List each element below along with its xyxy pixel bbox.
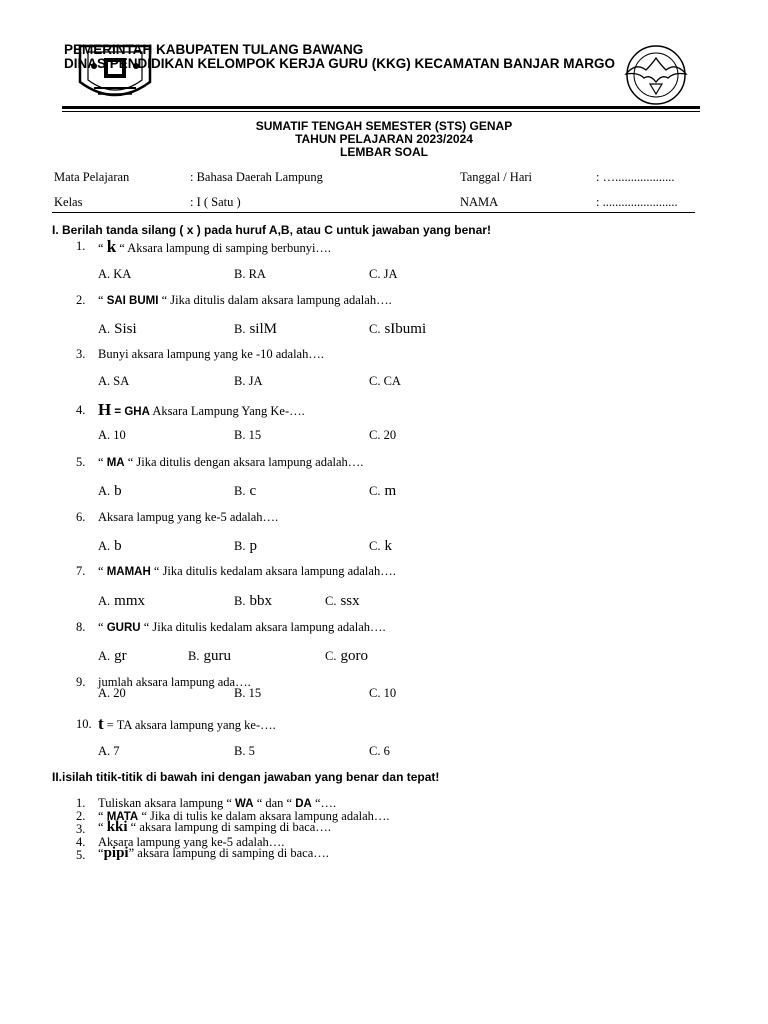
essay-question: Tuliskan aksara lampung “ WA “ dan “ DA “….: [98, 796, 337, 810]
question-number: 8.: [76, 620, 86, 634]
kop-rule-thin: [62, 111, 700, 112]
option-b[interactable]: B. 15: [234, 686, 262, 700]
question-number: 4.: [76, 403, 86, 417]
question-text: “ GURU “ Jika ditulis kedalam aksara lampung adalah….: [98, 620, 386, 634]
essay-question: Aksara lampung yang ke-5 adalah….: [98, 835, 285, 849]
option-c[interactable]: C. JA: [369, 267, 398, 281]
question-number: 10.: [76, 717, 92, 731]
option-a[interactable]: A. b: [98, 483, 122, 499]
option-c[interactable]: C. goro: [325, 648, 368, 664]
option-b[interactable]: B. JA: [234, 374, 263, 388]
option-a[interactable]: A. 20: [98, 686, 126, 700]
option-a[interactable]: A. gr: [98, 648, 127, 664]
question-text: “ MA “ Jika ditulis dengan aksara lampung adalah….: [98, 455, 364, 469]
question-text: “ MAMAH “ Jika ditulis kedalam aksara lampung adalah….: [98, 564, 396, 578]
meta-divider: [52, 212, 695, 213]
question-number: 9.: [76, 675, 86, 689]
exam-title: SUMATIF TENGAH SEMESTER (STS) GENAP: [255, 119, 513, 133]
option-b[interactable]: B. 15: [234, 428, 262, 442]
kop-line-2: DINAS PENDIDIKAN KELOMPOK KERJA GURU (KKG) KECAMATAN BANJAR MARGO: [64, 56, 616, 71]
option-c[interactable]: C. m: [369, 483, 397, 499]
exam-year: TAHUN PELAJARAN 2023/2024: [295, 132, 473, 146]
question-number: 7.: [76, 564, 86, 578]
option-c[interactable]: C. 6: [369, 744, 390, 758]
kop-line-1: PEMERINTAH KABUPATEN TULANG BAWANG: [64, 42, 364, 57]
question-text: t = TA aksara lampung yang ke-….: [98, 714, 276, 733]
question-number: 6.: [76, 510, 86, 524]
essay-number: 5.: [76, 848, 86, 862]
option-b[interactable]: B. silM: [234, 321, 277, 337]
tanggal-field[interactable]: : …...................: [596, 170, 675, 184]
question-text: “ k “ Aksara lampung di samping berbunyi….: [98, 237, 332, 256]
option-a[interactable]: A. SA: [98, 374, 130, 388]
option-a[interactable]: A. Sisi: [98, 321, 137, 337]
tut-wuri-handayani-emblem: [612, 44, 700, 106]
option-c[interactable]: C. ssx: [325, 593, 360, 609]
essay-question: “pipi” aksara lampung di samping di baca….: [98, 845, 329, 861]
option-b[interactable]: B. guru: [188, 648, 231, 664]
option-b[interactable]: B. 5: [234, 744, 255, 758]
option-c[interactable]: C. CA: [369, 374, 401, 388]
option-a[interactable]: A. KA: [98, 267, 132, 281]
section-2-heading: II.isilah titik-titik di bawah ini dengan jawaban yang benar dan tepat!: [52, 770, 440, 784]
question-text: Bunyi aksara lampung yang ke -10 adalah….: [98, 347, 324, 361]
exam-sheet-label: LEMBAR SOAL: [340, 145, 428, 159]
nama-field[interactable]: : ........................: [596, 195, 678, 209]
essay-number: 4.: [76, 835, 86, 849]
tanggal-label: Tanggal / Hari: [460, 170, 533, 184]
kelas-value: : I ( Satu ): [190, 195, 241, 209]
option-a[interactable]: A. 7: [98, 744, 120, 758]
option-c[interactable]: C. sIbumi: [369, 321, 427, 337]
mapel-label: Mata Pelajaran: [54, 170, 130, 184]
question-number: 2.: [76, 293, 86, 307]
option-a[interactable]: A. b: [98, 538, 122, 554]
question-text: H = GHA Aksara Lampung Yang Ke-….: [98, 400, 305, 419]
nama-label: NAMA: [460, 195, 499, 209]
question-text: “ SAI BUMI “ Jika ditulis dalam aksara lampung adalah….: [98, 293, 392, 307]
option-a[interactable]: A. 10: [98, 428, 126, 442]
option-c[interactable]: C. k: [369, 538, 392, 554]
question-text: jumlah aksara lampung ada….: [98, 675, 251, 689]
kelas-label: Kelas: [54, 195, 83, 209]
essay-number: 1.: [76, 796, 86, 810]
section-1-heading: I. Berilah tanda silang ( x ) pada huruf A,B, atau C untuk jawaban yang benar!: [52, 223, 491, 237]
question-number: 3.: [76, 347, 86, 361]
option-b[interactable]: B. bbx: [234, 593, 272, 609]
question-text: Aksara lampug yang ke-5 adalah….: [98, 510, 279, 524]
mapel-value: : Bahasa Daerah Lampung: [190, 170, 323, 184]
kop-rule-thick: [62, 106, 700, 109]
option-b[interactable]: B. RA: [234, 267, 266, 281]
essay-number: 3.: [76, 822, 86, 836]
option-b[interactable]: B. p: [234, 538, 257, 554]
option-c[interactable]: C. 20: [369, 428, 397, 442]
option-a[interactable]: A. mmx: [98, 593, 145, 609]
essay-number: 2.: [76, 809, 86, 823]
option-b[interactable]: B. c: [234, 483, 257, 499]
essay-question: “ kki “ aksara lampung di samping di baca….: [98, 819, 331, 835]
question-number: 1.: [76, 239, 86, 253]
question-number: 5.: [76, 455, 86, 469]
option-c[interactable]: C. 10: [369, 686, 397, 700]
essay-question: “ MATA “ Jika di tulis ke dalam aksara lampung adalah….: [98, 809, 390, 823]
